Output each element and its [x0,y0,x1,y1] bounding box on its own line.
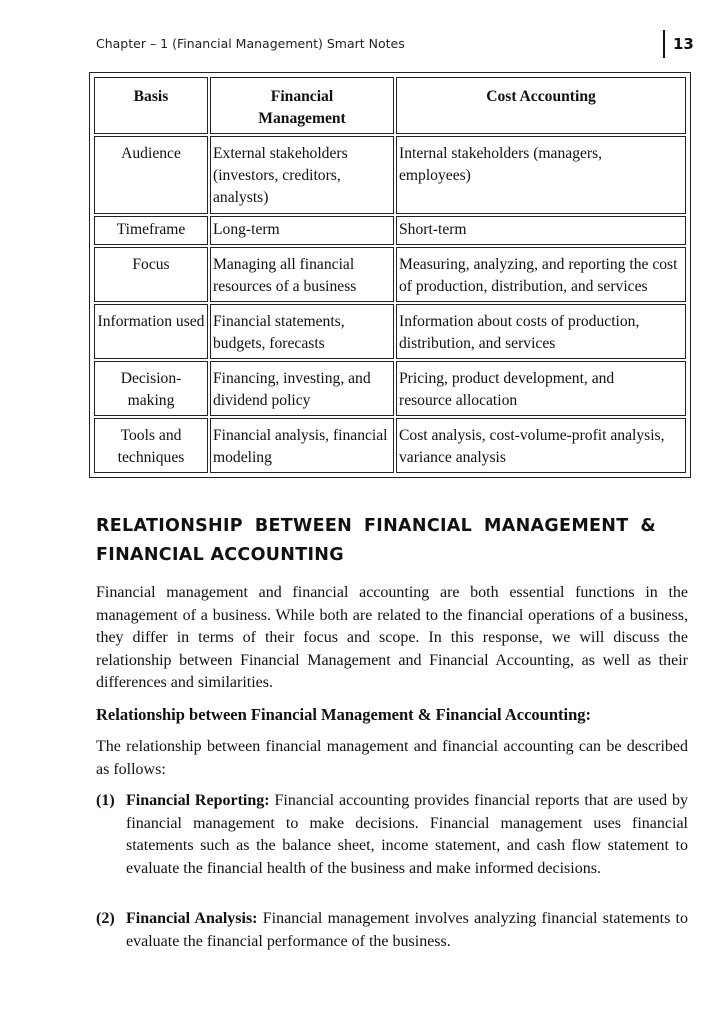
list-item-number: (1) [96,792,115,809]
table-row [94,361,686,416]
table-cell: Short-term [396,216,686,245]
list-item-text: Financial accounting provides financial reports that are used by financial management to make decisions. Financial management uses financial statements such as the balance sheet, income statement, and cash flow statement to evaluate the financial health of the business and make informed decisions. [126,792,689,877]
table-cell: Focus [94,247,208,302]
list-item-number: (2) [96,910,115,927]
header-financial-management: Financial Management [210,77,394,134]
table-cell: Information about costs of production, distribution, and services [396,304,686,359]
table-row [94,247,686,302]
section-heading [96,512,656,570]
table-cell: Financial analysis, financial modeling [210,418,394,473]
page-number: 13 [663,30,694,58]
header-basis: Basis [94,77,208,134]
comparison-table [89,72,691,478]
table-cell: Tools and techniques [94,418,208,473]
table-row [94,136,686,214]
table-cell: Internal stakeholders (managers, employees) [396,136,686,214]
table-row [94,304,686,359]
list-item-lead: Financial Reporting: [126,792,270,809]
table-header-row [94,77,686,134]
table-cell: Financing, investing, and dividend policy [210,361,394,416]
table-cell: Audience [94,136,208,214]
table-cell: Financial statements, budgets, forecasts [210,304,394,359]
subintro-paragraph: The relationship between financial management and financial accounting can be described as follows: [96,738,688,778]
table-cell: External stakeholders (investors, creditors, analysts) [210,136,394,214]
table-row [94,418,686,473]
table-cell: Pricing, product development, and resource allocation [396,361,686,416]
section-heading-line-2: FINANCIAL ACCOUNTING [96,545,344,565]
subheading: Relationship between Financial Management & Financial Accounting: [96,705,591,724]
table-cell: Information used [94,304,208,359]
table-cell: Managing all financial resources of a business [210,247,394,302]
table-cell: Decision-making [94,361,208,416]
table-cell: Long-term [210,216,394,245]
table-row [94,216,686,245]
section-heading-line-1: RELATIONSHIP BETWEEN FINANCIAL MANAGEMENT & [96,516,656,536]
list-item-text: Financial management involves analyzing financial statements to evaluate the financial performance of the business. [126,910,688,950]
list-item-lead: Financial Analysis: [126,910,258,927]
table-cell: Timeframe [94,216,208,245]
running-header-title: Chapter – 1 (Financial Management) Smart Notes [96,36,405,51]
intro-paragraph: Financial management and financial accounting are both essential functions in the management of a business. While both are related to the financial operations of a business, they differ in terms of their focus and scope. In this response, we will discuss the relationship between Financial Management and Financial Accounting, as well as their differences and similarities. [96,584,688,691]
header-cost-accounting: Cost Accounting [396,77,686,134]
list-item [96,790,688,880]
list-item [96,908,688,953]
table-cell: Cost analysis, cost-volume-profit analysis, variance analysis [396,418,686,473]
table-cell: Measuring, analyzing, and reporting the cost of production, distribution, and services [396,247,686,302]
